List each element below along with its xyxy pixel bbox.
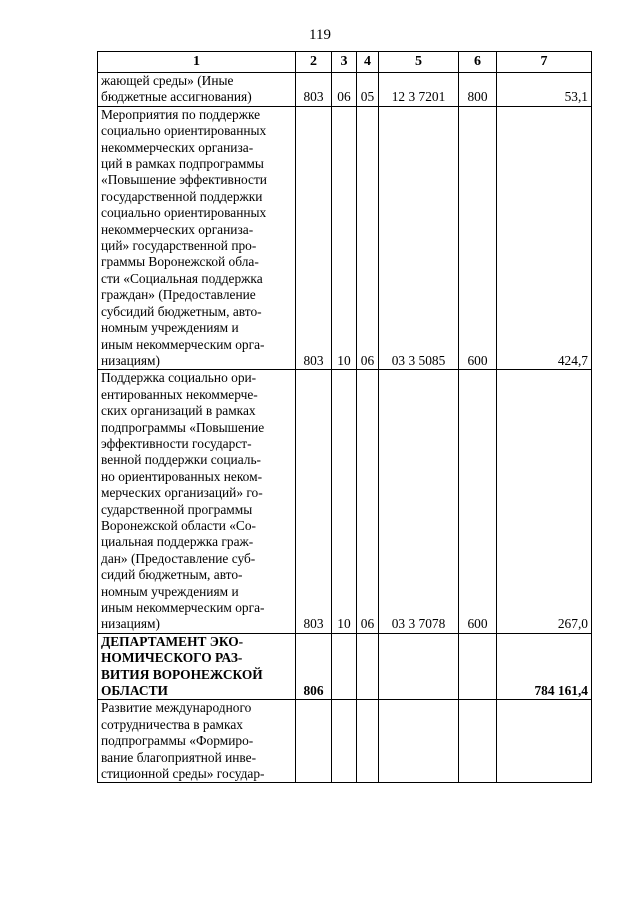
item-name-line: дан» (Предоставление суб- xyxy=(101,550,256,566)
item-name-line: НОМИЧЕСКОГО РАЗ- xyxy=(101,650,243,666)
item-name-line: низациям) xyxy=(101,616,160,632)
target-article-cell: 03 3 5085 xyxy=(379,106,459,370)
item-name-line: «Повышение эффективности xyxy=(101,172,267,188)
expense-type-cell xyxy=(459,700,497,783)
item-name-line: низациям) xyxy=(101,352,160,368)
header-cell: 6 xyxy=(459,52,497,73)
item-name-line: сударственной программы xyxy=(101,501,253,517)
item-name-line: мерческих организаций» го- xyxy=(101,485,263,501)
item-name-line: ДЕПАРТАМЕНТ ЭКО- xyxy=(101,633,244,649)
amount-cell: 267,0 xyxy=(497,370,592,634)
item-name-line: граммы Воронежской обла- xyxy=(101,254,259,270)
item-name-line: но ориентированных неком- xyxy=(101,468,263,484)
subsection-code-cell: 05 xyxy=(357,73,379,107)
subsection-code-cell: 06 xyxy=(357,106,379,370)
item-name-line: Поддержка социально ори- xyxy=(101,370,257,386)
item-name-line: ций» государственной про- xyxy=(101,238,257,254)
table-row xyxy=(98,633,592,700)
item-name-line: номным учреждениям и xyxy=(101,583,239,599)
subsection-code-cell: 06 xyxy=(357,370,379,634)
table-row xyxy=(98,700,592,783)
target-article-cell: 12 3 7201 xyxy=(379,73,459,107)
item-name-line: ских организаций в рамках xyxy=(101,403,256,419)
amount-cell: 784 161,4 xyxy=(497,633,592,700)
item-name-line: государственной поддержки xyxy=(101,188,263,204)
item-name-line: номным учреждениям и xyxy=(101,320,239,336)
item-name-line: некоммерческих организа- xyxy=(101,221,254,237)
amount-cell: 53,1 xyxy=(497,73,592,107)
item-name-line: ентированных некоммерче- xyxy=(101,386,258,402)
department-code-cell: 803 xyxy=(296,73,332,107)
budget-table xyxy=(97,51,592,783)
item-name-line: венной поддержки социаль- xyxy=(101,452,262,468)
header-row xyxy=(98,52,592,73)
item-name-line: некоммерческих организа- xyxy=(101,139,254,155)
header-cell: 7 xyxy=(497,52,592,73)
item-name-cell xyxy=(98,370,296,634)
page-number: 119 xyxy=(309,27,331,43)
item-name-cell xyxy=(98,73,296,107)
item-name-line: социально ориентированных xyxy=(101,123,267,139)
item-name-line: иным некоммерческим орга- xyxy=(101,600,265,615)
item-name-line: сотрудничества в рамках xyxy=(101,716,243,732)
section-code-cell xyxy=(332,633,357,700)
item-name-cell xyxy=(98,700,296,783)
department-code-cell: 803 xyxy=(296,370,332,634)
header-cell: 2 xyxy=(296,52,332,73)
item-name-line: Воронежской области «Со- xyxy=(101,517,257,533)
item-name-line: сидий бюджетным, авто- xyxy=(101,567,243,583)
item-name-line: ВИТИЯ ВОРОНЕЖСКОЙ xyxy=(101,666,263,682)
amount-cell: 424,7 xyxy=(497,106,592,370)
item-name-line: бюджетные ассигнования) xyxy=(101,89,252,105)
item-name-line: подпрограммы «Формиро- xyxy=(101,733,254,749)
department-code-cell xyxy=(296,700,332,783)
item-name-line: Развитие международного xyxy=(101,700,252,716)
expense-type-cell xyxy=(459,633,497,700)
item-name-line: стиционной среды» государ- xyxy=(101,766,265,782)
item-name-cell xyxy=(98,633,296,700)
item-name-line: субсидий бюджетным, авто- xyxy=(101,303,262,319)
expense-type-cell: 600 xyxy=(459,370,497,634)
item-name-line: сти «Социальная поддержка xyxy=(101,270,263,286)
item-name-line: социально ориентированных xyxy=(101,205,267,221)
item-name-line: подпрограммы «Повышение xyxy=(101,419,265,435)
table-row xyxy=(98,73,592,107)
item-name-line: Мероприятия по поддержке xyxy=(101,106,261,122)
table-row xyxy=(98,106,592,370)
item-name-cell xyxy=(98,106,296,370)
subsection-code-cell xyxy=(357,700,379,783)
section-code-cell: 10 xyxy=(332,370,357,634)
section-code-cell: 06 xyxy=(332,73,357,107)
expense-type-cell: 800 xyxy=(459,73,497,107)
amount-cell xyxy=(497,700,592,783)
item-name-line: жающей среды» (Иные xyxy=(101,73,234,88)
target-article-cell: 03 3 7078 xyxy=(379,370,459,634)
subsection-code-cell xyxy=(357,633,379,700)
item-name-line: ОБЛАСТИ xyxy=(101,683,168,699)
department-code-cell: 806 xyxy=(296,633,332,700)
item-name-line: эффективности государст- xyxy=(101,435,252,451)
header-cell: 4 xyxy=(357,52,379,73)
item-name-line: циальная поддержка граж- xyxy=(101,534,254,550)
header-cell: 1 xyxy=(98,52,296,73)
item-name-line: граждан» (Предоставление xyxy=(101,287,256,303)
target-article-cell xyxy=(379,633,459,700)
target-article-cell xyxy=(379,700,459,783)
item-name-line: ций в рамках подпрограммы xyxy=(101,156,264,172)
header-cell: 5 xyxy=(379,52,459,73)
section-code-cell xyxy=(332,700,357,783)
header-cell: 3 xyxy=(332,52,357,73)
table-row xyxy=(98,370,592,634)
department-code-cell: 803 xyxy=(296,106,332,370)
expense-type-cell: 600 xyxy=(459,106,497,370)
item-name-line: вание благоприятной инве- xyxy=(101,749,257,765)
item-name-line: иным некоммерческим орга- xyxy=(101,336,265,352)
section-code-cell: 10 xyxy=(332,106,357,370)
